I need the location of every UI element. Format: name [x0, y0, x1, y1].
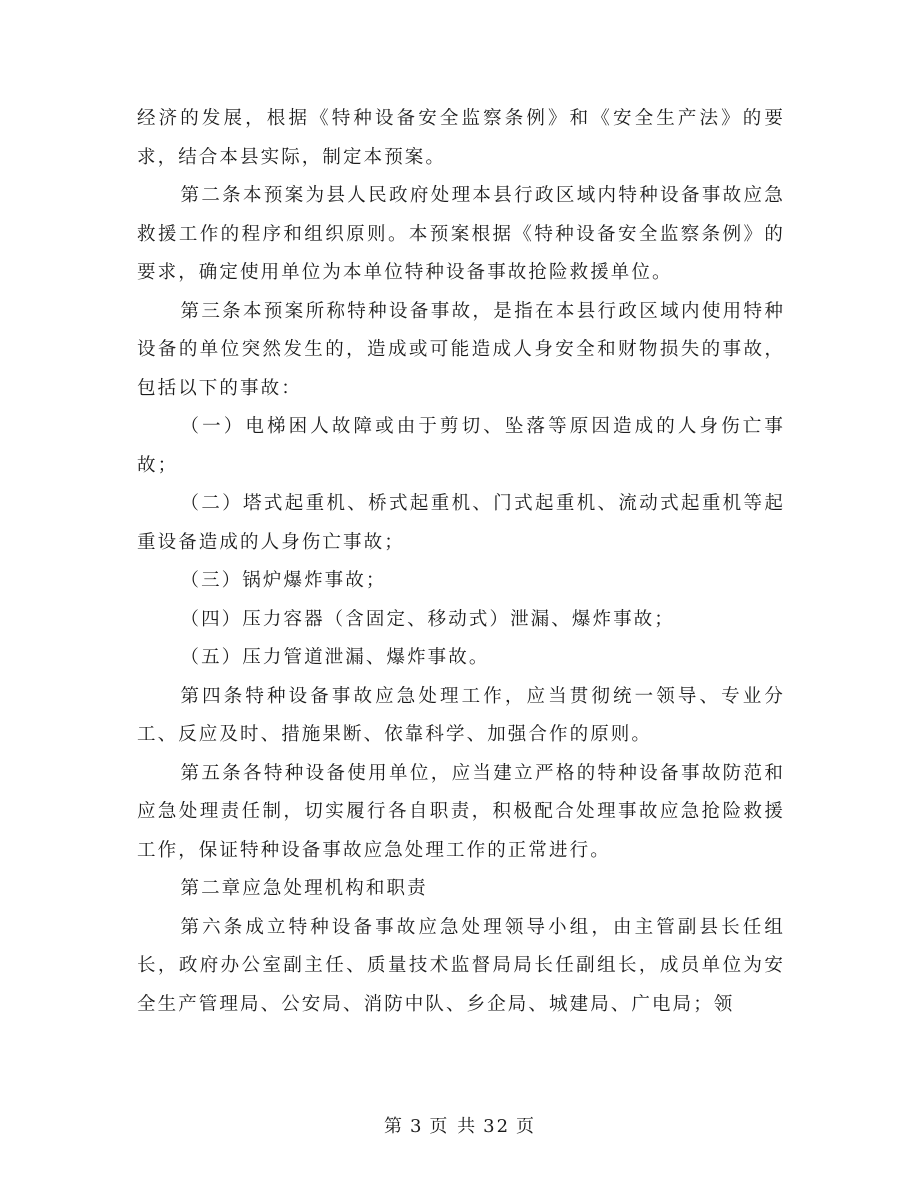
footer-mid: 页 共 [429, 1116, 478, 1137]
list-item-4: （四）压力容器（含固定、移动式）泄漏、爆炸事故； [180, 608, 675, 630]
footer-total-pages: 32 [483, 1116, 511, 1137]
list-item-3: （三）锅炉爆炸事故； [180, 570, 387, 591]
paragraph-article-5: 第五条各特种设备使用单位，应当建立严格的特种设备事故防范和应急处理责任制，切实履行各自职责，积极配合处理事故应急抢险救援工作，保证特种设备事故应急处理工作的正常进行。 [137, 762, 785, 861]
paragraph-article-4: 第四条特种设备事故应急处理工作，应当贯彻统一领导、专业分工、反应及时、措施果断、依靠科学、加强合作的原则。 [137, 685, 785, 745]
list-item-5: （五）压力管道泄漏、爆炸事故。 [180, 647, 490, 668]
footer-current-page: 3 [409, 1116, 424, 1137]
paragraph-article-2: 第二条本预案为县人民政府处理本县行政区域内特种设备事故应急救援工作的程序和组织原则。本预案根据《特种设备安全监察条例》的要求，确定使用单位为本单位特种设备事故抢险救援单位。 [137, 185, 785, 283]
paragraph-intro-continuation: 经济的发展，根据《特种设备安全监察条例》和《安全生产法》的要求，结合本县实际，制定本预案。 [137, 108, 785, 168]
footer-suffix: 页 [516, 1116, 537, 1137]
paragraph-article-3: 第三条本预案所称特种设备事故，是指在本县行政区域内使用特种设备的单位突然发生的，造成或可能造成人身安全和财物损失的事故，包括以下的事故： [137, 300, 785, 399]
paragraph-article-6: 第六条成立特种设备事故应急处理领导小组，由主管副县长任组长，政府办公室副主任、质量技术监督局局长任副组长，成员单位为安全生产管理局、公安局、消防中队、乡企局、城建局、广电局；领 [137, 916, 785, 1015]
list-item-2: （二）塔式起重机、桥式起重机、门式起重机、流动式起重机等起重设备造成的人身伤亡事故； [137, 493, 785, 553]
chapter-heading: 第二章应急处理机构和职责 [180, 878, 428, 899]
list-item-1: （一）电梯困人故障或由于剪切、坠落等原因造成的人身伤亡事故； [137, 416, 785, 476]
page-footer [0, 1112, 920, 1138]
document-body [137, 100, 785, 1024]
footer-prefix: 第 [383, 1116, 404, 1137]
